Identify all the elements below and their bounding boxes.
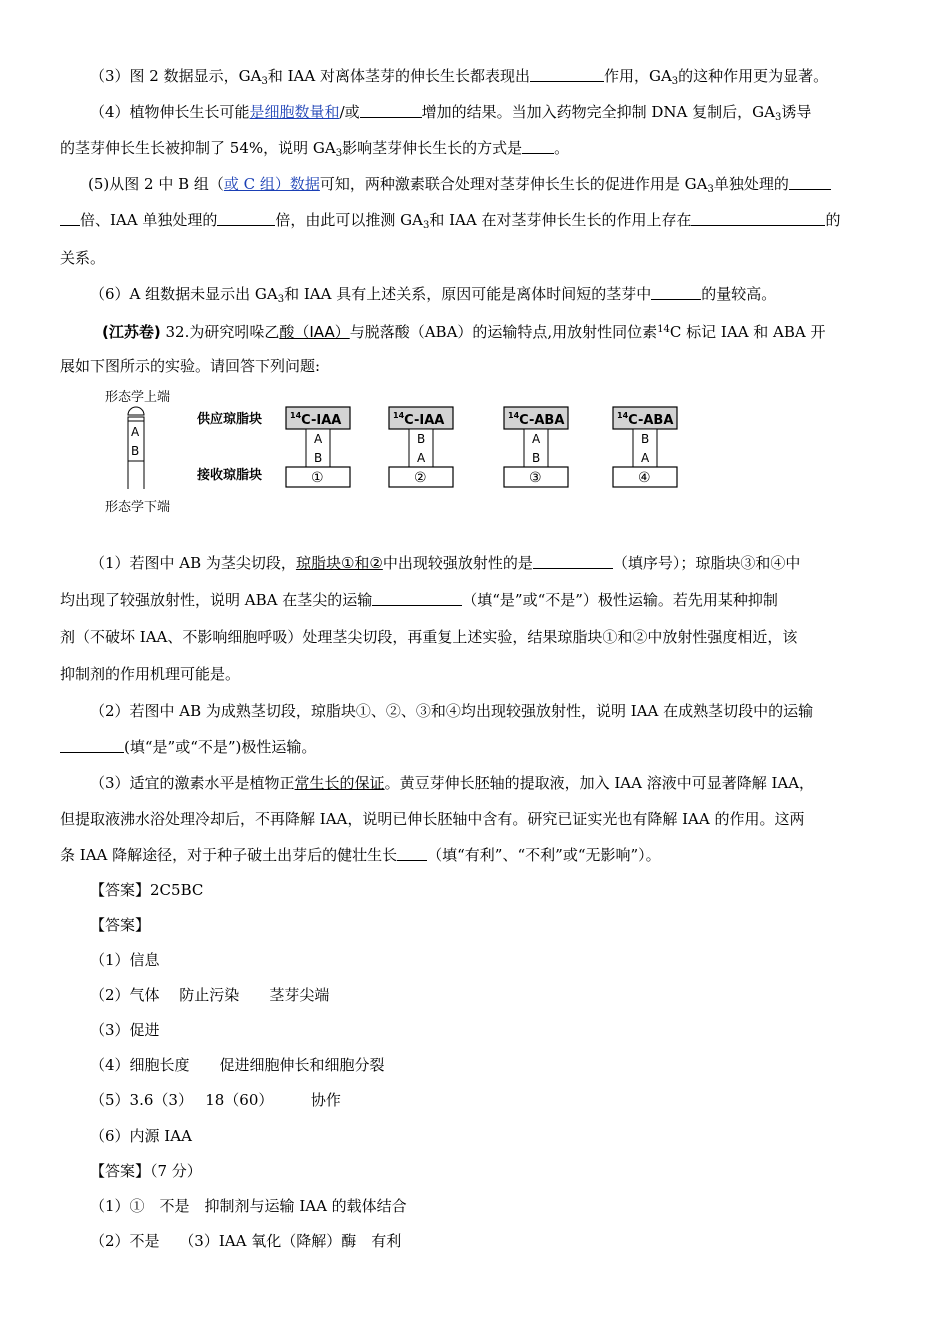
answer-line: （6）内源 IAA (90, 1127, 192, 1145)
segment-b-label: B (131, 444, 140, 458)
answer-blank[interactable] (691, 211, 825, 226)
question-32-line-1 (102, 320, 895, 342)
text: 倍，由此可以推测 GA (275, 211, 423, 229)
text: 抑制剂的作用机理可能是。 (60, 665, 241, 683)
text: (填“是”或“不是”)极性运输。 (124, 738, 317, 756)
source-tag: (江苏卷) (102, 323, 161, 341)
experiment-group (389, 407, 453, 487)
answer-line: （1）① 不是 抑制剂与运输 IAA 的载体结合 (90, 1197, 407, 1215)
segment-top-label: B (641, 432, 650, 446)
text: 的茎芽伸长生长被抑制了 54%，说明 GA (60, 139, 336, 157)
subscript: 3 (335, 148, 343, 159)
p3-line-1 (90, 773, 895, 793)
text: 的 (825, 211, 841, 229)
isotope-superscript: 14 (393, 411, 405, 420)
p2-line-1 (90, 701, 895, 721)
receive-number: ③ (529, 470, 542, 486)
text: （2）若图中 AB 为成熟茎切段，琼脂块①、②、③和④均出现较强放射性，说明 IAA 在成熟茎切段中的运输 (90, 702, 814, 720)
answer-blank[interactable] (522, 139, 554, 154)
text: /或 (339, 103, 360, 121)
superscript: 14 (657, 324, 670, 335)
text: 诱导 (781, 103, 812, 121)
receive-number: ② (414, 470, 427, 486)
text: 条 IAA 降解途径，对于种子破土出芽后的健壮生长 (60, 846, 398, 864)
text: （6）A 组数据未显示出 GA (90, 285, 278, 303)
p1-line-4 (60, 664, 895, 684)
answer-line: （1）信息 (90, 951, 160, 969)
text: （填“是”或“不是”）极性运输。若先用某种抑制 (462, 591, 778, 609)
text: 和 IAA 具有上述关系，原因可能是离体时间短的茎芽中 (284, 285, 652, 303)
text: 与脱落酸（ABA）的运输特点,用放射性同位素 (349, 323, 658, 341)
answer-line: （4）细胞长度 促进细胞伸长和细胞分裂 (90, 1056, 385, 1074)
answer-blank[interactable] (360, 103, 422, 118)
hyperlink[interactable]: 或 C 组）数据 (223, 175, 320, 193)
text: 单独处理的 (713, 175, 789, 193)
answer-blank[interactable] (217, 211, 275, 226)
underlined-text: 常生长的保证 (294, 774, 385, 792)
text: （填序号）；琼脂块③和④中 (612, 554, 801, 572)
text: 的这种作用更为显著。 (678, 67, 829, 85)
answer-blank[interactable] (789, 175, 831, 190)
text: （3）适宜的激素水平是植物正 (90, 774, 295, 792)
answer-blank[interactable] (530, 67, 604, 82)
p1-line-1 (90, 553, 895, 573)
isotope-superscript: 14 (617, 411, 629, 420)
question-6-line (90, 284, 895, 310)
text: 。黄豆芽伸长胚轴的提取液，加入 IAA 溶液中可显著降解 IAA， (384, 774, 815, 792)
text: 可知，两种激素联合处理对茎芽伸长生长的促进作用是 GA (319, 175, 708, 193)
text: 均出现了较强放射性，说明 ABA 在茎尖的运输 (60, 591, 373, 609)
segment-bottom-label: B (532, 451, 541, 465)
p3-line-2 (60, 809, 895, 829)
answer-line: 【答案】（7 分） (90, 1162, 202, 1180)
text: 中出现较强放射性的是 (382, 554, 533, 572)
segment-top-label: B (417, 432, 426, 446)
experiment-group (286, 407, 350, 487)
answer-line: 【答案】2C5BC (90, 881, 204, 899)
answer-line: （2）不是 （3）IAA 氧化（降解）酶 有利 (90, 1232, 402, 1250)
isotope-superscript: 14 (290, 411, 302, 420)
isotope-superscript: 14 (508, 411, 520, 420)
answer-blank[interactable] (60, 211, 80, 226)
subscript: 3 (422, 220, 430, 231)
hyperlink[interactable]: 是细胞数量和 (249, 103, 340, 121)
segment-bottom-label: A (417, 451, 426, 465)
question-4-line-2 (60, 138, 895, 164)
segment-top-label: A (314, 432, 323, 446)
answer-line: （2）气体 防止污染 茎芽尖端 (90, 986, 330, 1004)
subscript: 3 (707, 184, 714, 195)
text: 剂（不破坏 IAA、不影响细胞呼吸）处理茎尖切段，再重复上述实验，结果琼脂块①和②中放射性强度相近，该 (60, 628, 798, 646)
segment-bottom-label: A (641, 451, 650, 465)
text: （4）植物伸长生长可能 (90, 103, 250, 121)
answer-line: 【答案】 (90, 916, 151, 934)
text: (5)从图 2 中 B 组（ (88, 175, 224, 193)
answer-blank[interactable] (372, 591, 462, 606)
answer-blank[interactable] (651, 285, 701, 300)
answer-line: （3）促进 (90, 1021, 160, 1039)
subscript: 3 (671, 76, 679, 87)
segment-top-label: A (532, 432, 541, 446)
text: 影响茎芽伸长生长的方式是 (342, 139, 523, 157)
text: （填“有利”、“不利”或“无影响”）。 (427, 846, 661, 864)
experiment-groups (286, 407, 677, 487)
question-5-line-1 (88, 174, 895, 200)
answer-blank[interactable] (60, 738, 124, 753)
text: 和 IAA 在对茎芽伸长生长的作用上存在 (429, 211, 692, 229)
p1-line-2 (60, 590, 895, 610)
isotope-name: C-IAA (301, 413, 342, 428)
text: 关系。 (60, 249, 106, 267)
question-5-line-3 (60, 248, 895, 268)
text: 和 IAA 对离体茎芽的伸长生长都表现出 (267, 67, 530, 85)
p1-line-3 (60, 627, 895, 647)
receive-number: ④ (638, 470, 651, 486)
morph-top-label: 形态学上端 (105, 390, 171, 405)
text: （3）图 2 数据显示，GA (90, 67, 262, 85)
question-3-line (90, 66, 895, 92)
experiment-group (504, 407, 568, 487)
answer-line: （5）3.6（3） 18（60） 协作 (90, 1091, 341, 1109)
answer-blank[interactable] (533, 554, 613, 569)
answer-blank[interactable] (397, 846, 427, 861)
experiment-group (613, 407, 677, 487)
p2-line-2 (60, 737, 895, 757)
experiment-diagram (100, 383, 700, 523)
text: 作用，GA (603, 67, 672, 85)
p3-line-3 (60, 845, 895, 865)
experiment-figure (100, 383, 700, 523)
text: 但提取液沸水浴处理冷却后，不再降解 IAA，说明已伸长胚轴中含有。研究已证实光也有降解 IAA 的作用。这两 (60, 810, 805, 828)
subscript: 3 (774, 112, 782, 123)
text: 的量较高。 (701, 285, 777, 303)
text: C 标记 IAA 和 ABA 开 (669, 323, 826, 341)
morph-bottom-label: 形态学下端 (105, 500, 171, 515)
text: 32.为研究吲哚乙 (160, 323, 280, 341)
segment-a-label: A (131, 425, 140, 439)
question-5-line-2 (60, 210, 895, 236)
isotope-name: C-IAA (404, 413, 445, 428)
subscript: 3 (261, 76, 268, 87)
isotope-name: C-ABA (628, 413, 674, 428)
question-4-line-1 (90, 102, 895, 128)
text: 。 (554, 139, 570, 157)
text: 倍、IAA 单独处理的 (80, 211, 218, 229)
text: 展如下图所示的实验。请回答下列问题: (60, 357, 321, 375)
isotope-name: C-ABA (519, 413, 565, 428)
underlined-text: 琼脂块①和② (295, 554, 383, 572)
supply-block-label: 供应琼脂块 (197, 412, 263, 427)
underlined-text: 酸（IAA） (279, 323, 350, 341)
receive-number: ① (311, 470, 324, 486)
receive-block-label: 接收琼脂块 (197, 468, 263, 483)
segment-bottom-label: B (314, 451, 323, 465)
text: 增加的结果。当加入药物完全抑制 DNA 复制后，GA (421, 103, 775, 121)
subscript: 3 (277, 294, 285, 305)
question-32-line-2 (60, 356, 895, 376)
text: （1）若图中 AB 为茎尖切段， (90, 554, 296, 572)
